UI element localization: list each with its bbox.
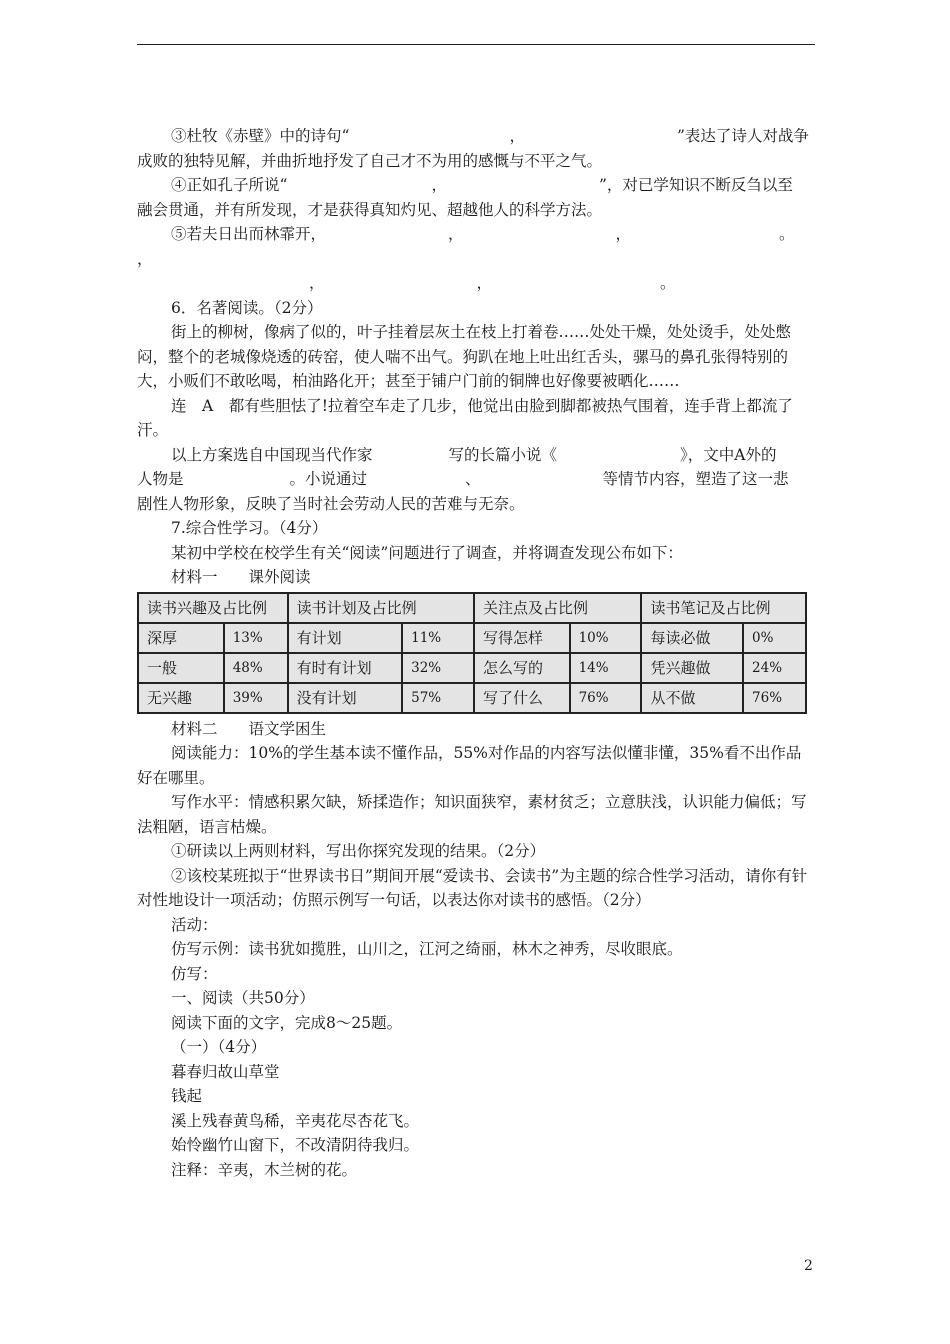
table-cell: 11%: [402, 623, 474, 653]
material-2-label: 材料二 语文学困生: [171, 719, 327, 738]
poem-author: 钱起: [171, 1087, 203, 1105]
survey-table: [137, 592, 807, 714]
table-cell: 怎么写的: [474, 653, 570, 683]
q5-item5-line2: ，: [137, 249, 153, 268]
table-header-row: [138, 593, 806, 623]
poem-title: 暮春归故山草堂: [171, 1062, 280, 1081]
q7-sub-1: ①研读以上两则材料，写出你探究发现的结果。（2分）: [171, 842, 546, 860]
table-cell: 一般: [138, 653, 224, 683]
table-cell: 写了什么: [474, 683, 570, 713]
table-cell: 48%: [224, 653, 288, 683]
q7-sub-2: ②该校某班拟于“世界读书日”期间开展“爱读书、会读书”为主题的综合性学习活动，请你有针对性地设计一项活动；仿照示例写一句话，以表达你对读书的感悟。（2分）: [137, 866, 808, 909]
table-cell: 13%: [224, 623, 288, 653]
q5-item4: ④正如孔子所说“ ， ”，对已学知识不断反刍以至: [171, 176, 793, 194]
table-header: 读书笔记及占比例: [641, 593, 806, 623]
table-cell: 深厚: [138, 623, 224, 653]
table-header: 读书计划及占比例: [288, 593, 474, 623]
table-cell: 每读必做: [641, 623, 743, 653]
table-cell: 凭兴趣做: [641, 653, 743, 683]
page-content: [137, 124, 815, 1182]
q6-passage-1: 街上的柳树，像病了似的，叶子挂着层灰土在枝上打着卷……处处干燥，处处烫手，处处憋闷，整个的老城像烧透的砖窑，使人喘不出气。狗趴在地上吐出红舌头，骡马的鼻孔张得特别的大，小贩们不敢吆喝，柏油路化开；甚至于铺户门前的铜牌也好像要被晒化……: [137, 323, 792, 390]
q5-item3-cont: 成败的独特见解，并曲折地抒发了自己才不为用的感慨与不平之气。: [137, 151, 603, 170]
table-cell: 无兴趣: [138, 683, 224, 713]
q5-item4-cont: 融会贯通，并有所发现，才是获得真知灼见、超越他人的科学方法。: [137, 200, 603, 219]
table-cell: 0%: [743, 623, 806, 653]
poem-line-1: 溪上残春黄鸟稀，辛夷花尽杏花飞。: [171, 1111, 420, 1130]
q7-intro: 某初中学校在校学生有关“阅读”问题进行了调查，并将调查发现公布如下：: [171, 543, 683, 562]
table-cell: 10%: [570, 623, 642, 653]
page-number: 2: [804, 1258, 813, 1274]
table-cell: 39%: [224, 683, 288, 713]
imitation-label: 仿写：: [171, 964, 218, 983]
table-cell: 有时有计划: [288, 653, 403, 683]
q7-title: 7.综合性学习。（4分）: [171, 519, 328, 537]
table-cell: 76%: [570, 683, 642, 713]
q5-item5: ⑤若夫日出而林霏开， ， ， 。: [171, 225, 795, 243]
poem-line-2: 始怜幽竹山窗下，不改清阴待我归。: [171, 1136, 420, 1154]
table-cell: 57%: [402, 683, 474, 713]
q6-question-cont: 人物是 。小说通过 、 等情节内容，塑造了这一悲: [137, 470, 789, 488]
table-header: 关注点及占比例: [474, 593, 641, 623]
table-cell: 24%: [743, 653, 806, 683]
part-1-label: （一）（4分）: [171, 1038, 267, 1056]
table-row: [138, 623, 806, 653]
material-1-label: 材料一 课外阅读: [171, 568, 311, 586]
table-header: 读书兴趣及占比例: [138, 593, 288, 623]
table-cell: 写得怎样: [474, 623, 570, 653]
table-cell: 32%: [402, 653, 474, 683]
writing-level: 写作水平：情感积累欠缺，矫揉造作；知识面狭窄，素材贫乏；立意肤浅，认识能力偏低；写法粗陋，语言枯燥。: [137, 793, 807, 836]
reading-section-title: 一、阅读（共50分）: [171, 989, 315, 1007]
table-cell: 没有计划: [288, 683, 403, 713]
reading-instruction: 阅读下面的文字，完成8～25题。: [171, 1013, 403, 1032]
table-cell: 76%: [743, 683, 806, 713]
q6-title: 6．名著阅读。（2分）: [171, 298, 323, 317]
table-cell: 14%: [570, 653, 642, 683]
header-rule: [137, 44, 815, 45]
poem-note: 注释：辛夷，木兰树的花。: [171, 1160, 358, 1179]
table-cell: 从不做: [641, 683, 743, 713]
table-row: [138, 653, 806, 683]
imitation-example: 仿写示例：读书犹如揽胜，山川之，江河之绮丽，林木之神秀，尽收眼底。: [171, 940, 683, 958]
q6-passage-2: 连 A 都有些胆怯了!拉着空车走了几步，他觉出由脸到脚都被热气围着，连手背上都流了汗。: [137, 396, 793, 439]
q6-question: 以上方案选自中国现当代作家 写的长篇小说《 》，文中A外的: [171, 445, 777, 464]
q6-question-end: 剧性人物形象，反映了当时社会劳动人民的苦难与无奈。: [137, 494, 525, 513]
q5-item5-line3: ， ， 。: [309, 274, 676, 292]
q5-item3: ③杜牧《赤壁》中的诗句“ ， ”表达了诗人对战争: [171, 127, 809, 145]
table-row: [138, 683, 806, 713]
activity-label: 活动：: [171, 915, 218, 934]
reading-ability: 阅读能力：10%的学生基本读不懂作品，55%对作品的内容写法似懂非懂，35%看不出作品好在哪里。: [137, 744, 802, 787]
table-cell: 有计划: [288, 623, 403, 653]
